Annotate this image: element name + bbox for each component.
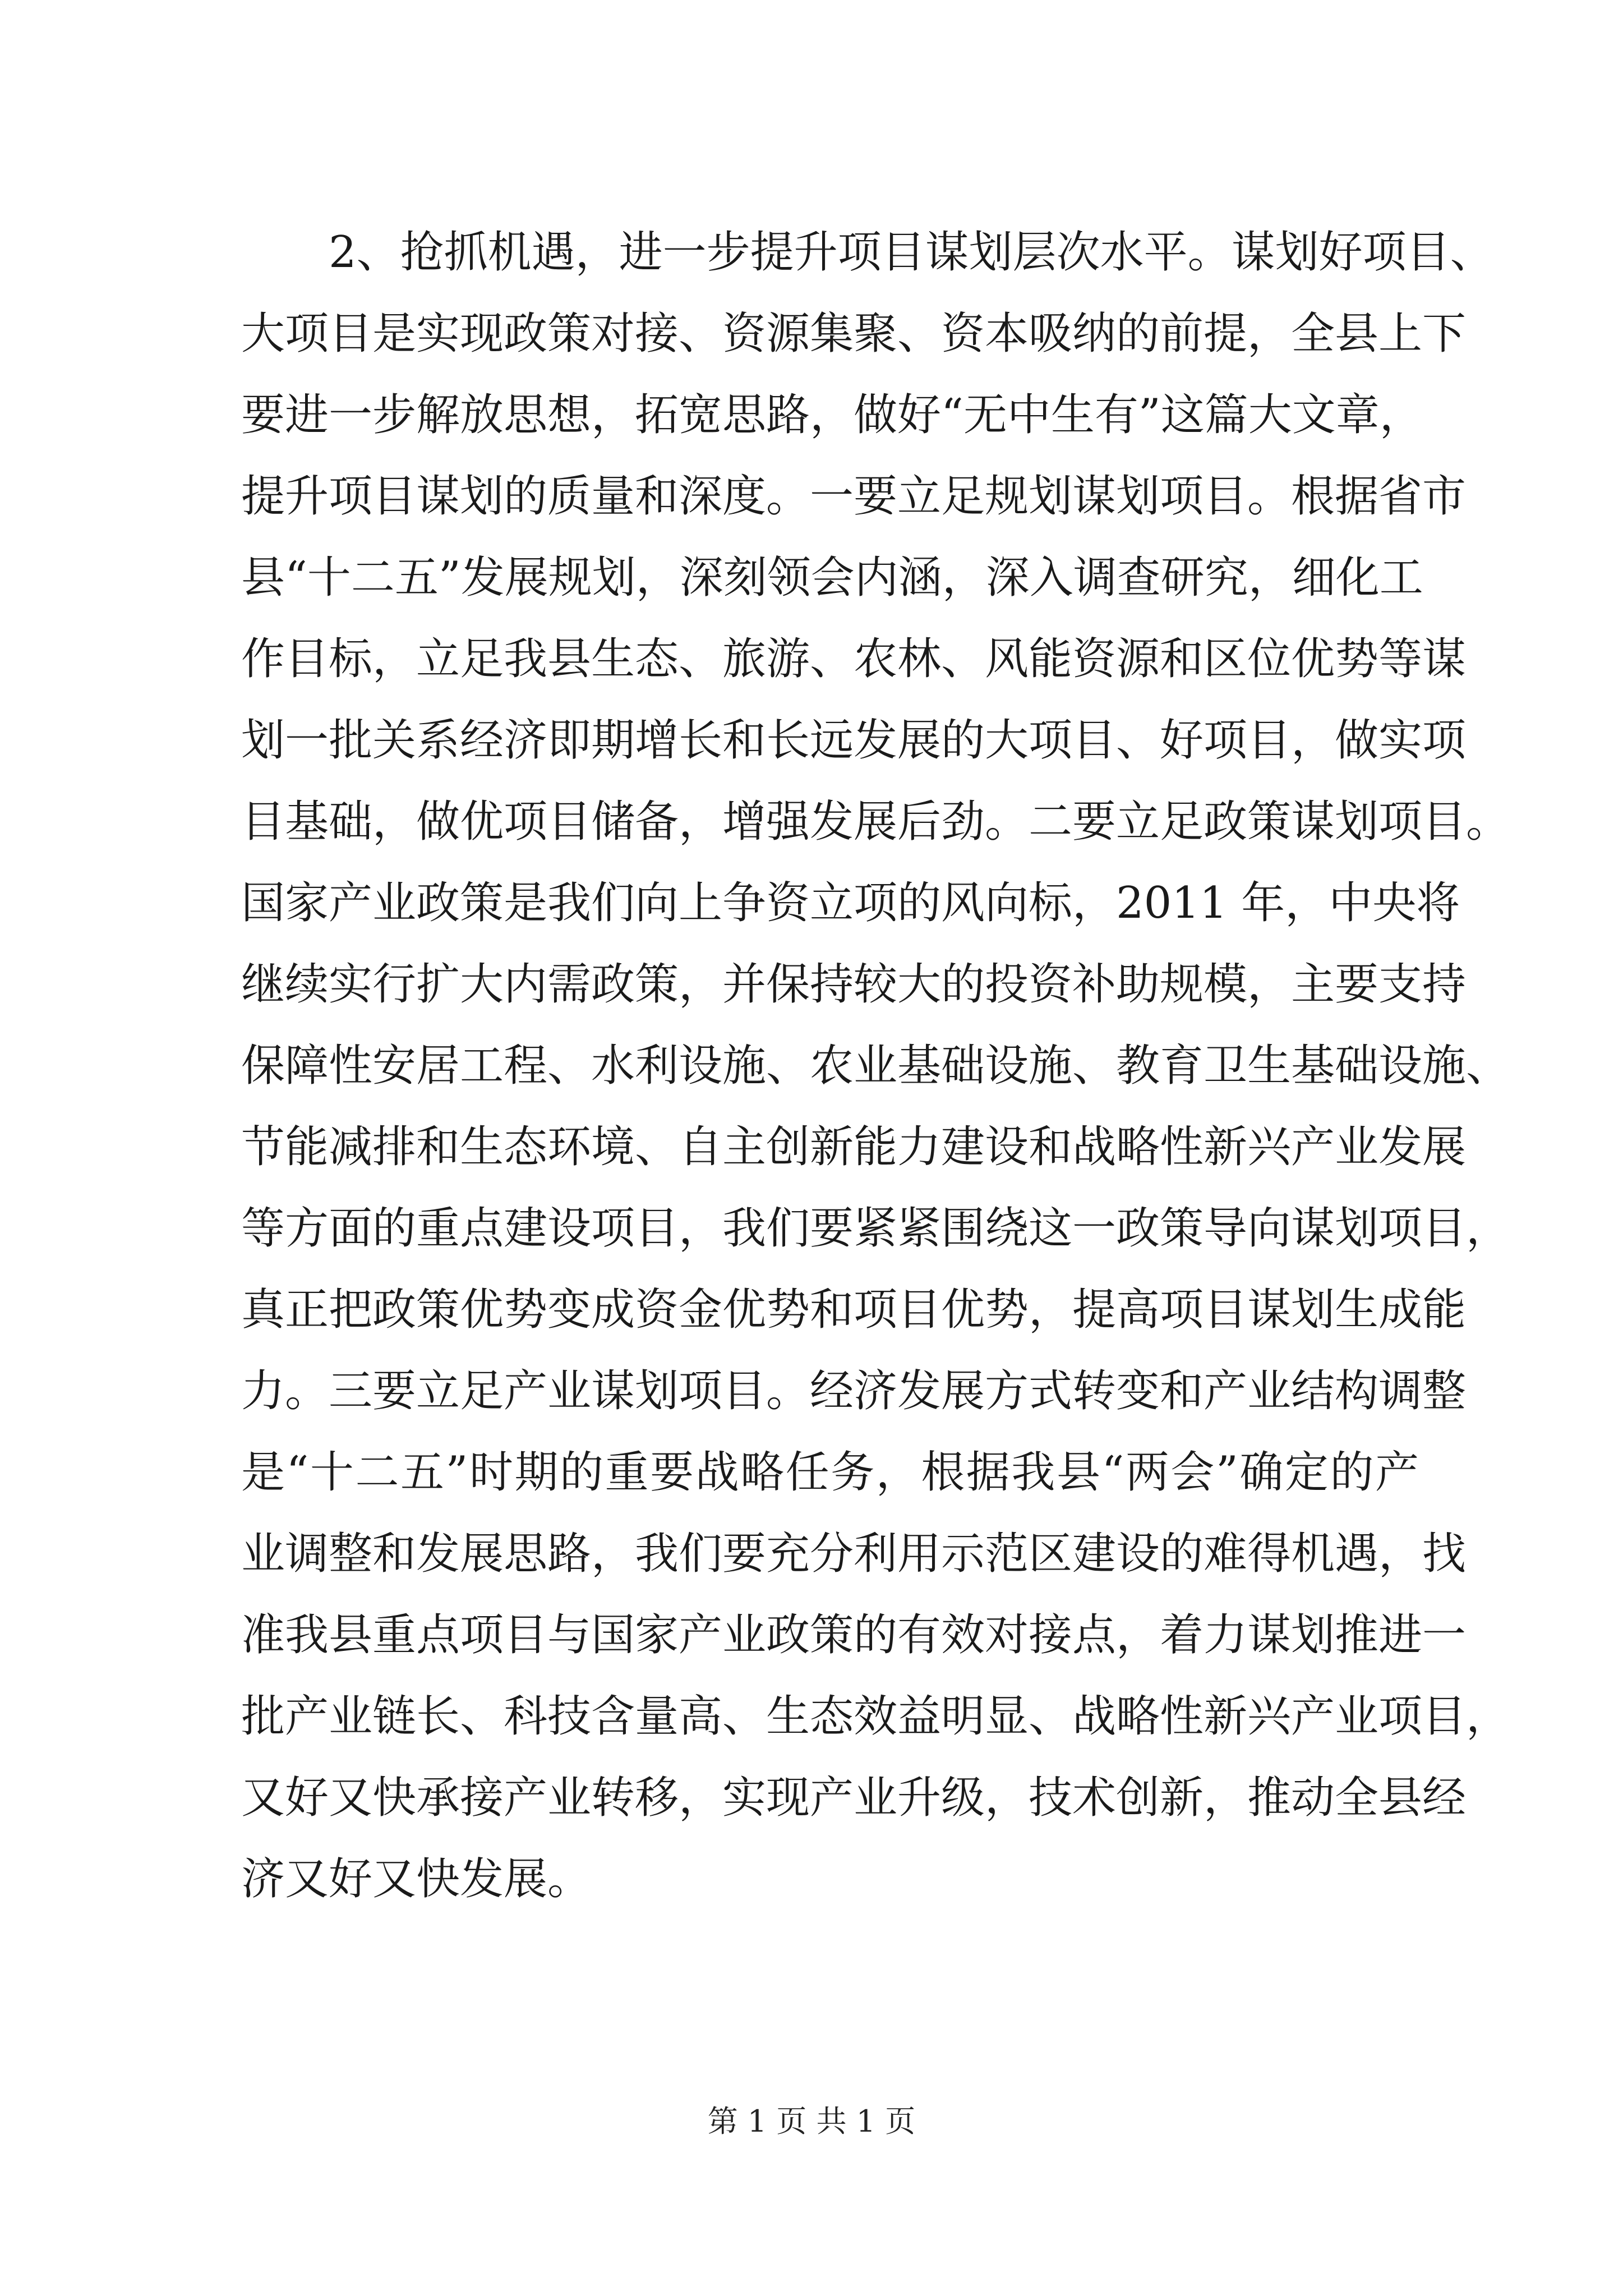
text-line: 要进一步解放思想，拓宽思路，做好“无中生有”这篇大文章， [241,390,1423,440]
text-line: 等方面的重点建设项目，我们要紧紧围绕这一政策导向谋划项目， [241,1203,1510,1254]
text-line: 县“十二五”发展规划，深刻领会内涵，深入调查研究，细化工 [241,553,1423,603]
text-line: 划一批关系经济即期增长和长远发展的大项目、好项目，做实项 [241,715,1467,766]
text-line: 大项目是实现政策对接、资源集聚、资本吸纳的前提，全县上下 [241,309,1467,359]
text-line: 真正把政策优势变成资金优势和项目优势，提高项目谋划生成能 [241,1285,1467,1335]
text-line: 提升项目谋划的质量和深度。一要立足规划谋划项目。根据省市 [241,471,1467,522]
text-line: 是“十二五”时期的重要战略任务，根据我县“两会”确定的产 [241,1447,1419,1498]
text-line: 力。三要立足产业谋划项目。经济发展方式转变和产业结构调整 [241,1366,1467,1416]
text-line: 国家产业政策是我们向上争资立项的风向标，2011 年，中央将 [241,878,1460,928]
body-paragraph [241,212,1510,1920]
text-line: 又好又快承接产业转移，实现产业升级，技术创新，推动全县经 [241,1773,1467,1823]
page-footer [0,2099,1623,2144]
text-line: 济又好又快发展。 [241,1854,592,1904]
text-line: 2、抢抓机遇，进一步提升项目谋划层次水平。谋划好项目、 [241,227,1494,278]
text-line: 准我县重点项目与国家产业政策的有效对接点，着力谋划推进一 [241,1610,1467,1660]
text-line: 保障性安居工程、水利设施、农业基础设施、教育卫生基础设施、 [241,1041,1510,1091]
page-number-label: 第 1 页 共 1 页 [707,2104,916,2139]
text-line: 批产业链长、科技含量高、生态效益明显、战略性新兴产业项目， [241,1691,1510,1742]
text-line: 节能减排和生态环境、自主创新能力建设和战略性新兴产业发展 [241,1122,1467,1172]
text-line: 继续实行扩大内需政策，并保持较大的投资补助规模，主要支持 [241,959,1467,1010]
text-line: 业调整和发展思路，我们要充分利用示范区建设的难得机遇，找 [241,1529,1467,1579]
text-line: 目基础，做优项目储备，增强发展后劲。二要立足政策谋划项目。 [241,797,1510,847]
text-line: 作目标，立足我县生态、旅游、农林、风能资源和区位优势等谋 [241,634,1467,684]
